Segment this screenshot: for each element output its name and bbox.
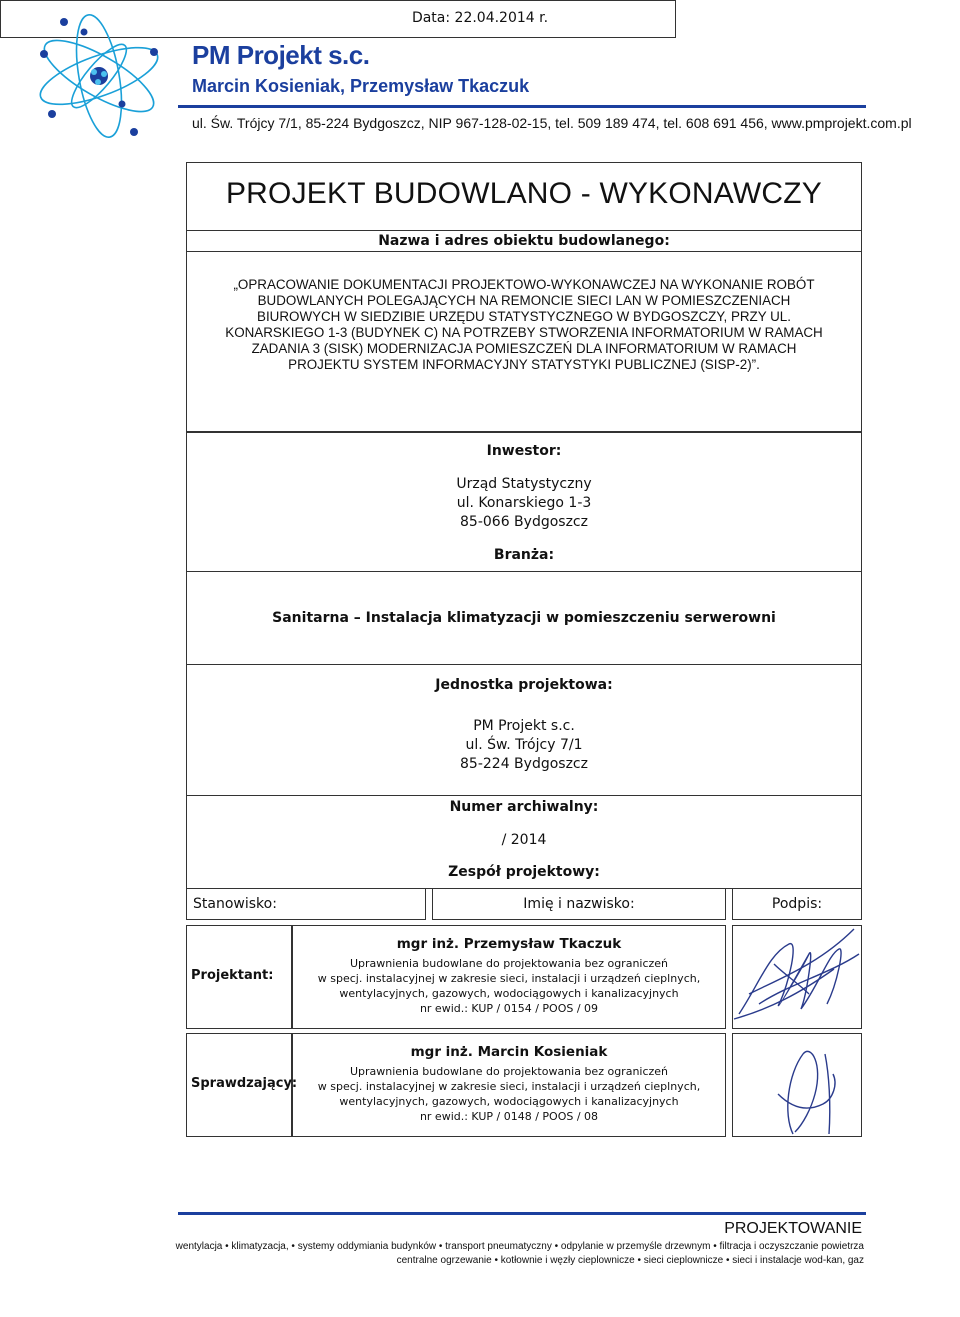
object-line: BIUROWYCH W SIEDZIBIE URZĘDU STATYSTYCZNEGO W BYDGOSZCZY, PRZY UL. [257,309,791,324]
handwritten-signature-icon [733,1034,861,1138]
company-owners: Marcin Kosieniak, Przemysław Tkaczuk [192,76,530,96]
document-title: PROJEKT BUDOWLANO - WYKONAWCZY [225,177,823,210]
signature-cell [732,1033,862,1137]
investor-line: ul. Konarskiego 1-3 [456,495,592,511]
unit-line: 85-224 Bydgoszcz [460,756,588,772]
object-line: „OPRACOWANIE DOKUMENTACJI PROJEKTOWO-WYKONAWCZEJ NA WYKONANIE ROBÓT [233,277,815,292]
investor-address [187,475,861,532]
table-row [292,1033,726,1137]
investor-label: Inwestor: [486,443,562,459]
table-header-name [432,888,726,920]
design-unit-address [187,717,861,774]
qual-line: Uprawnienia budowlane do projektowania bez ograniczeń [349,957,669,970]
qual-line: w specj. instalacyjnej w zakresie sieci, instalacji i urządzeń cieplnych, [317,1080,701,1093]
unit-line: PM Projekt s.c. [473,718,575,734]
branch-label: Branża: [493,547,555,563]
object-line: ZADANIA 3 (SISK) MODERNIZACJA POMIESZCZEŃ DLA INFORMATORIUM W RAMACH [251,341,797,356]
unit-line: ul. Św. Trójcy 7/1 [465,737,583,753]
design-unit-section [186,664,862,796]
object-line: BUDOWLANYCH POLEGAJĄCYCH NA REMONCIE SIECI LAN W POMIESZCZENIACH [257,293,791,308]
team-label: Zespół projektowy: [448,864,600,880]
handwritten-signature-icon [729,924,865,1032]
investor-section [186,432,862,572]
object-label: Nazwa i adres obiektu budowlanego: [378,233,670,249]
object-description [201,277,847,373]
designer-name: mgr inż. Przemysław Tkaczuk [396,936,622,952]
object-description-section [186,251,862,432]
title-section [186,162,862,231]
role-reviewer: Sprawdzający: [191,1076,298,1091]
archive-section [186,795,862,889]
object-line: KONARSKIEGO 1-3 (BUDYNEK C) NA POTRZEBY STWORZENIA INFORMATORIUM W RAMACH [225,325,823,340]
header-signature-text: Podpis: [771,896,823,912]
header-divider [178,105,866,108]
table-row [186,1033,298,1137]
services-line: centralne ogrzewanie • kotłownie i węzły cieplownicze • sieci cieplownicze • sieci i instalacje wod-kan, gaz [396,1255,864,1266]
branch-value: Sanitarna – Instalacja klimatyzacji w pomieszczeniu serwerowni [272,610,776,626]
table-row [292,925,726,1029]
investor-line: Urząd Statystyczny [456,476,592,492]
investor-line: 85-066 Bydgoszcz [460,514,588,530]
header-position-text: Stanowisko: [193,896,277,912]
archive-label: Numer archiwalny: [449,799,599,815]
qual-line: Uprawnienia budowlane do projektowania bez ograniczeń [349,1065,669,1078]
object-line: PROJEKTU SYSTEM INFORMACYJNY STATYSTYKI PUBLICZNEJ (SISP-2)”. [288,357,760,372]
qual-line: w specj. instalacyjnej w zakresie sieci, instalacji i urządzeń cieplnych, [317,972,701,985]
header-name-text: Imię i nazwisko: [523,896,635,912]
table-header-signature [732,888,862,920]
company-name: PM Projekt s.c. [192,40,370,70]
services-line: wentylacja • klimatyzacja, • systemy oddymiania budynków • transport pneumatyczny • odpylanie w przemyśle drzewnym • filtracja i oczyszczanie powietrza [175,1241,864,1252]
designer-qualifications [293,956,725,1016]
qual-line: wentylacyjnych, gazowych, wodociągowych i kanalizacyjnych [339,987,679,1000]
table-row [186,925,292,1029]
company-address: ul. Św. Trójcy 7/1, 85-224 Bydgoszcz, NIP 967-128-02-15, tel. 509 189 474, tel. 608 691 456, www.pmprojekt.com.pl [192,115,912,131]
branch-section [186,571,862,665]
reviewer-qualifications [293,1064,725,1124]
footer-divider [178,1212,866,1215]
atom-logo-icon [24,4,174,154]
qual-line: wentylacyjnych, gazowych, wodociągowych i kanalizacyjnych [339,1095,679,1108]
object-label-section [186,230,862,252]
document-date: Data: 22.04.2014 r. [411,10,549,26]
footer-title: PROJEKTOWANIE [724,1220,862,1237]
qual-line: nr ewid.: KUP / 0148 / POOS / 08 [419,1110,599,1123]
archive-number: / 2014 [501,832,547,848]
role-designer: Projektant: [191,968,274,983]
signature-cell [732,925,862,1029]
table-header-position [186,888,426,920]
design-unit-label: Jednostka projektowa: [435,677,613,693]
footer-services [172,1240,864,1268]
reviewer-name: mgr inż. Marcin Kosieniak [410,1044,608,1060]
qual-line: nr ewid.: KUP / 0154 / POOS / 09 [419,1002,599,1015]
